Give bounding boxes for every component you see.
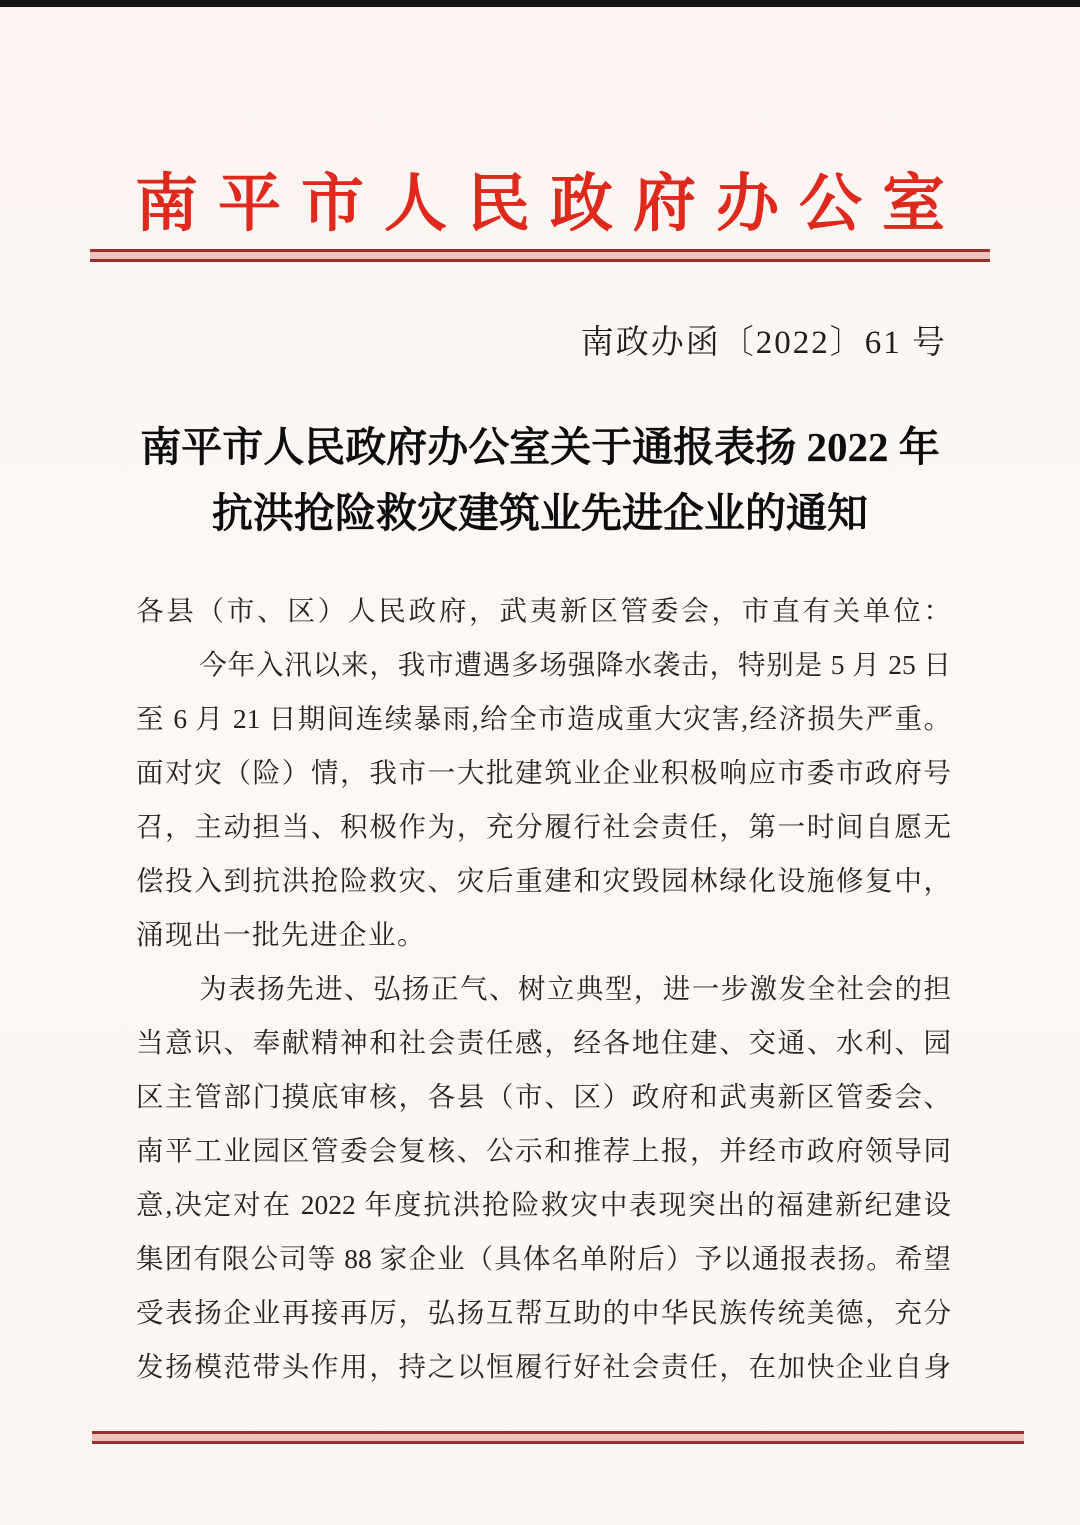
doc-number: 南政办函〔2022〕61 号	[580, 325, 947, 361]
doc-title-line2: 抗洪抢险救灾建筑业先进企业的通知	[212, 490, 868, 536]
body-line: 今年入汛以来，我市遭遇多场强降水袭击，特别是 5 月 25 日	[199, 649, 951, 680]
body-line: 涌现出一批先进企业。	[136, 919, 426, 950]
body-line: 发扬模范带头作用，持之以恒履行好社会责任，在加快企业自身	[136, 1351, 951, 1382]
document-body	[136, 584, 951, 1394]
doc-title-line1: 南平市人民政府办公室关于通报表扬 2022 年	[140, 424, 940, 470]
body-line: 受表扬企业再接再厉，弘扬互帮互助的中华民族传统美德，充分	[136, 1297, 951, 1328]
body-line: 当意识、奉献精神和社会责任感，经各地住建、交通、水利、园	[136, 1027, 951, 1058]
body-line: 区主管部门摸底审核，各县（市、区）政府和武夷新区管委会、	[136, 1081, 951, 1112]
footer-divider	[92, 1431, 1024, 1444]
letterhead-title: 南平市人民政府办公室	[135, 169, 965, 239]
body-line: 为表扬先进、弘扬正气、树立典型，进一步激发全社会的担	[199, 973, 951, 1004]
body-line: 集团有限公司等 88 家企业（具体名单附后）予以通报表扬。希望	[136, 1243, 951, 1274]
scan-artifact-top	[0, 0, 1080, 7]
body-line: 南平工业园区管委会复核、公示和推荐上报，并经市政府领导同	[136, 1135, 951, 1166]
body-line: 召，主动担当、积极作为，充分履行社会责任，第一时间自愿无	[136, 811, 951, 842]
body-line: 偿投入到抗洪抢险救灾、灾后重建和灾毁园林绿化设施修复中，	[136, 865, 951, 896]
body-line: 至 6 月 21 日期间连续暴雨,给全市造成重大灾害,经济损失严重。	[136, 703, 951, 734]
body-line: 面对灾（险）情，我市一大批建筑业企业积极响应市委市政府号	[136, 757, 951, 788]
body-line: 意,决定对在 2022 年度抗洪抢险救灾中表现突出的福建新纪建设	[136, 1189, 951, 1220]
body-line-salutation: 各县（市、区）人民政府，武夷新区管委会，市直有关单位：	[136, 595, 951, 626]
letterhead-divider	[90, 249, 990, 262]
doc-title	[0, 414, 1080, 546]
